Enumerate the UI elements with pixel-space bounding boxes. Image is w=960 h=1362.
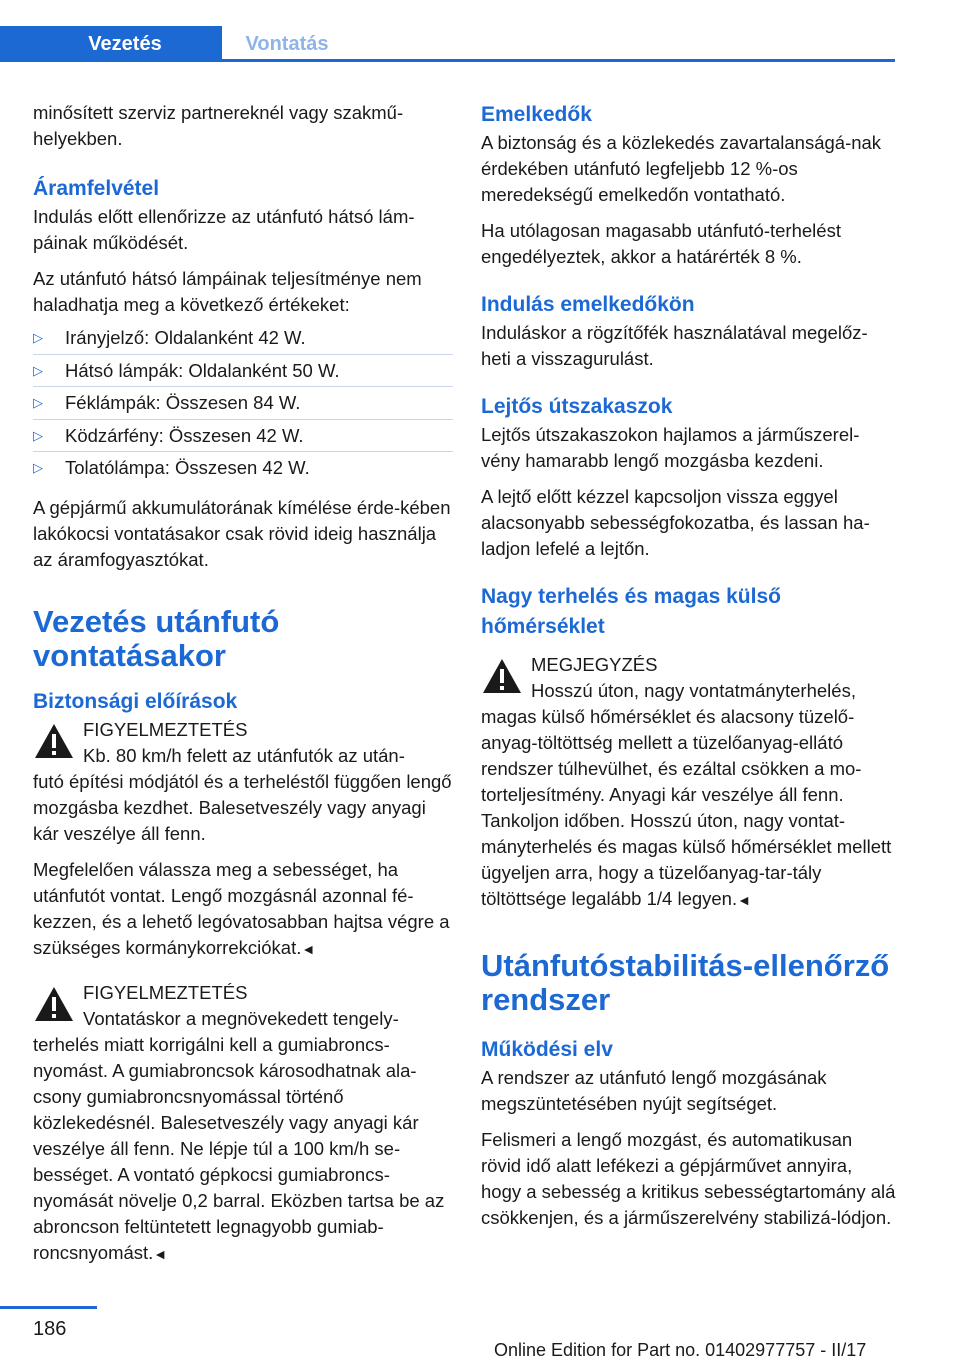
header-rule — [222, 59, 895, 62]
section-title-indulas-emelkedokon: Indulás emelkedőkön — [481, 293, 695, 316]
list-item: ▷ Ködzárfény: Összesen 42 W. — [33, 420, 453, 453]
warning-text: Kb. 80 km/h felett az utánfutók az után- — [83, 744, 405, 766]
paragraph: Az utánfutó hátsó lámpáinak teljesítménye nem haladhatja meg a következő értékeket: — [33, 268, 422, 315]
warning-block — [33, 980, 453, 1267]
section-title-mukodesi-elv: Működési elv — [481, 1038, 613, 1061]
right-column — [481, 100, 897, 1241]
paragraph: Ha utólagosan magasabb utánfutó-terhelést engedélyeztek, akkor a határérték 8 %. — [481, 220, 841, 267]
tab-vezetes[interactable]: Vezetés — [0, 26, 222, 62]
note-label: MEGJEGYZÉS — [531, 654, 658, 675]
warning-triangle-icon — [33, 721, 75, 761]
edition-line: Online Edition for Part no. 01402977757 - II/17 — [494, 1340, 867, 1360]
warning-text: Vontatáskor a megnövekedett tengely- — [83, 1007, 399, 1029]
list-item: ▷ Irányjelző: Oldalanként 42 W. — [33, 322, 453, 355]
left-column — [33, 100, 453, 1277]
end-mark-icon: ◄ — [737, 892, 751, 908]
section-title-aramfelvetel: Áramfelvétel — [33, 177, 160, 200]
section-title-biztonsagi: Biztonsági előírások — [33, 689, 238, 713]
note-block — [481, 652, 897, 913]
warning-label: FIGYELMEZTETÉS — [83, 981, 248, 1003]
paragraph: A biztonság és a közlekedés zavartalanságá-nak érdekében utánfutó legfeljebb 12 %-os meredekségű emelkedőn vontatható. — [481, 132, 882, 205]
note-text: Hosszú úton, nagy vontatmányterhelés, — [531, 680, 856, 701]
bullet-triangle-icon: ▷ — [33, 427, 43, 443]
bulb-limits-list — [33, 322, 453, 485]
chapter-title-vezetes-utanfuto: Vezetés utánfutó vontatásakor — [33, 603, 280, 673]
end-mark-icon: ◄ — [153, 1245, 168, 1262]
page-number: 186 — [33, 1318, 67, 1340]
paragraph: A rendszer az utánfutó lengő mozgásának megszüntetésében nyújt segítséget. — [481, 1067, 827, 1114]
bullet-triangle-icon: ▷ — [33, 395, 43, 410]
warning-triangle-icon — [481, 656, 523, 696]
paragraph: A lejtő előtt kézzel kapcsoljon vissza eggyel alacsonyabb sebességfokozatba, és lassan ha-ladjon lefelé a lejtőn. — [481, 486, 870, 559]
note-text: magas külső hőmérséklet és alacsony tüzelő-anyag-töltöttség mellett a tüzelőanyag-ellátó rendszer túlhevülhet, és ezáltal csökken a mo-torteljesítmény. Anyagi kár veszélye áll fenn. Tankoljon időben. Hosszú úton, nagy vontat-mányterhelés és magas külső hőmérséklet mellett ügyeljen arra, hogy a tüzelőanyag-tar-tály töltöttsége legalább 1/4 legyen. — [481, 706, 892, 909]
bullet-triangle-icon: ▷ — [33, 460, 43, 475]
list-item: ▷ Hátsó lámpák: Oldalanként 50 W. — [33, 355, 453, 388]
paragraph: Induláskor a rögzítőfék használatával megelőz-heti a visszagurulást. — [481, 322, 868, 369]
warning-text: terhelés miatt korrigálni kell a gumiabroncs-nyomást. A gumiabroncsok károsodhatnak ala-csony gumiabroncsnyomással történő közlekedésnél. Balesetveszély vagy anyagi kár veszélye áll fenn. Ne lépje túl a 100 km/h se-bességet. A vontató gépkocsi gumiabroncs-nyomását növelje 0,2 barral. Eközben tartsa be az abroncson feltüntetett legnagyobb gumiab-roncsnyomást. — [33, 1033, 445, 1263]
tab-vontatas[interactable]: Vontatás — [245, 32, 329, 55]
list-item: ▷ Féklámpák: Összesen 84 W. — [33, 387, 453, 420]
paragraph: Indulás előtt ellenőrizze az utánfutó hátsó lám-páinak működését. — [33, 206, 415, 253]
section-title-emelkedok: Emelkedők — [481, 103, 592, 126]
footer-rule — [0, 1306, 97, 1309]
list-item: ▷ Tolatólámpa: Összesen 42 W. — [33, 452, 453, 485]
section-title-nagy-terheles: Nagy terhelés és magas külső hőmérséklet — [481, 585, 781, 638]
paragraph: Lejtős útszakaszokon hajlamos a járműszerel-vény hamarabb lengő mozgásba kezdeni. — [481, 424, 860, 471]
header-tabbar — [0, 26, 895, 62]
warning-block — [33, 717, 453, 962]
intro-paragraph: minősített szerviz partnereknél vagy szakmű-helyekben. — [33, 102, 404, 149]
end-mark-icon: ◄ — [301, 940, 316, 957]
section-title-lejtos-utszakaszok: Lejtős útszakaszok — [481, 395, 673, 418]
bullet-triangle-icon: ▷ — [33, 330, 43, 345]
warning-text: Megfelelően válassza meg a sebességet, ha utánfutót vontat. Lengő mozgásnál azonnal fé-kezzen, és a lehető legóvatosabban hajtsa végre a szükséges kormánykorrekciókat. — [33, 858, 450, 958]
paragraph: A gépjármű akkumulátorának kímélése érde-kében lakókocsi vontatásakor csak rövid ideig használja az áramfogyasztókat. — [33, 496, 451, 570]
warning-label: FIGYELMEZTETÉS — [83, 718, 248, 740]
warning-triangle-icon — [33, 984, 75, 1024]
paragraph: Felismeri a lengő mozgást, és automatikusan rövid idő alatt lefékezi a gépjárművet annyira, hogy a sebesség a kritikus sebességtartomány alá csökkenjen, és a járműszerelvény stabilizá-lódjon. — [481, 1129, 896, 1228]
bullet-triangle-icon: ▷ — [33, 362, 43, 378]
chapter-title-utanfutostabilitas: Utánfutóstabilitás-ellenőrző rendszer — [481, 948, 890, 1017]
warning-text: futó építési módjától és a terheléstől függően lengő mozgásba kezdhet. Balesetveszély vagy anyagi kár veszélye áll fenn. — [33, 770, 452, 844]
